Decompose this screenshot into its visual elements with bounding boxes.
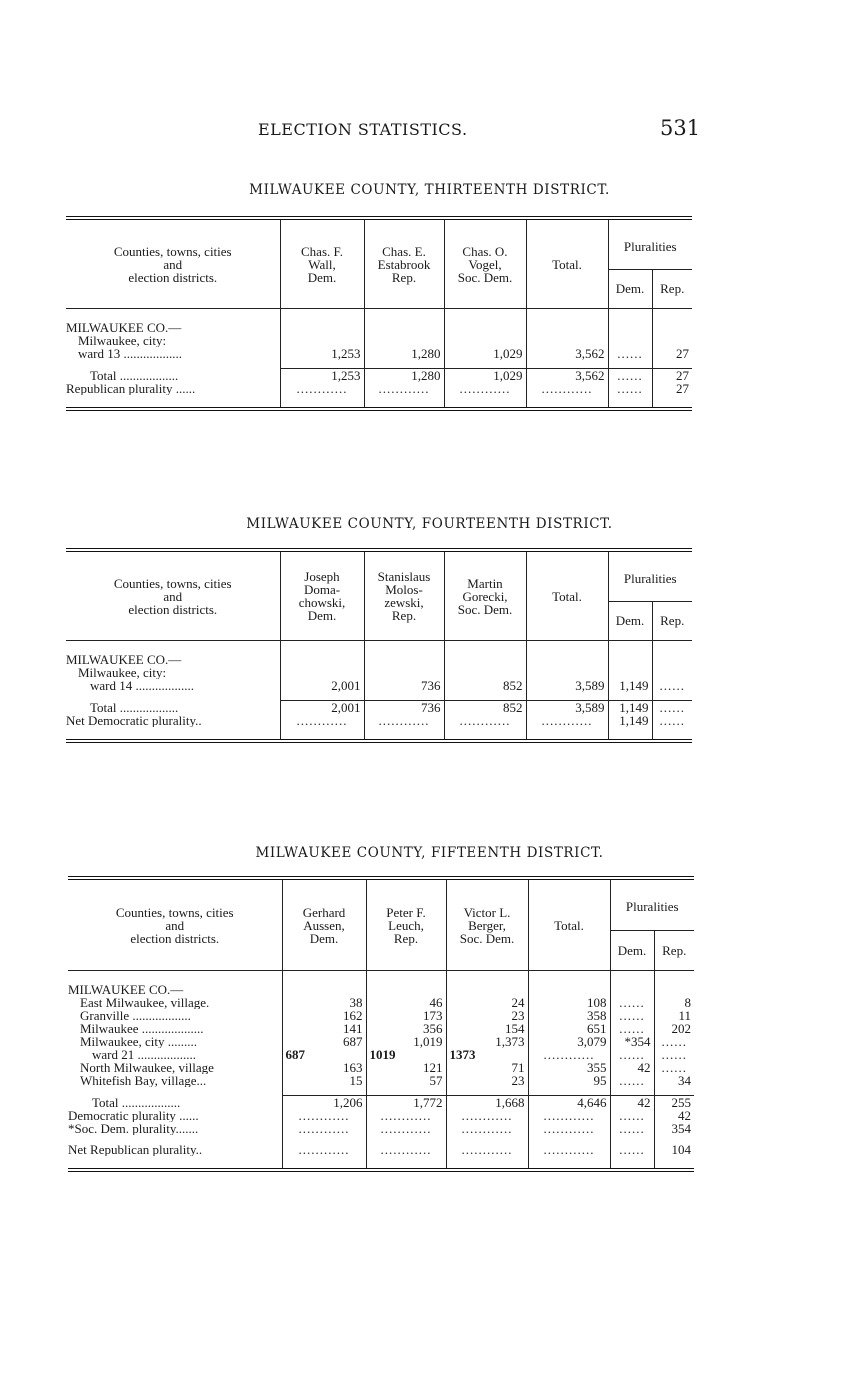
header-districts (66, 218, 280, 309)
header-candidate (364, 218, 444, 309)
header-line: Rep. (393, 930, 419, 946)
table-cell: ............ (282, 1143, 366, 1156)
table-cell: 57 (366, 1074, 446, 1087)
table-cell: ............ (446, 1143, 528, 1156)
header-candidate (280, 550, 364, 641)
table-cell: 355 (528, 1061, 610, 1074)
table-row (68, 1074, 694, 1087)
table-cell: 163 (282, 1061, 366, 1074)
table-cell: 354 (654, 1122, 694, 1135)
table-cell: 95 (528, 1074, 610, 1087)
header-line: Chas. O. (462, 243, 508, 259)
table-row (66, 714, 692, 727)
table-cell (280, 321, 364, 334)
table-cell: ...... (608, 369, 652, 383)
row-label: Net Republican plurality.. (68, 1143, 203, 1156)
table-cell: ............ (282, 1122, 366, 1135)
table-cell: 4,646 (528, 1096, 610, 1110)
row-label: ward 14 .................. (90, 679, 194, 692)
table-row (66, 653, 692, 666)
header-candidate (364, 550, 444, 641)
row-label: MILWAUKEE CO.— (66, 321, 182, 334)
table-cell: 1,149 (608, 714, 652, 727)
total-row (66, 701, 692, 715)
total-row (66, 369, 692, 383)
table-cell: ...... (610, 1109, 654, 1122)
table-cell: ...... (610, 1022, 654, 1035)
table-cell: ............ (444, 382, 526, 395)
table-cell: 141 (282, 1022, 366, 1035)
row-label: Whitefish Bay, village... (80, 1074, 207, 1087)
table-cell: ...... (652, 679, 692, 692)
ward-value: 687 (285, 1047, 305, 1062)
row-label: Milwaukee, city: (78, 334, 167, 347)
table-cell: ............ (282, 1109, 366, 1122)
election-table-15 (68, 876, 694, 1172)
table-cell: ...... (652, 714, 692, 727)
table-cell: 852 (444, 701, 526, 715)
table-cell: 852 (444, 679, 526, 692)
table-cell: 1,668 (446, 1096, 528, 1110)
table-cell: 154 (446, 1022, 528, 1035)
table-cell: 3,562 (526, 369, 608, 383)
table-cell: ............ (280, 382, 364, 395)
row-label: Milwaukee ................... (80, 1022, 204, 1035)
header-candidate (366, 878, 446, 971)
row-label: Milwaukee, city ......... (80, 1035, 197, 1048)
table-cell: 27 (652, 382, 692, 395)
table-cell: 104 (654, 1143, 694, 1156)
row-label: North Milwaukee, village (80, 1061, 214, 1074)
table-cell: 1,019 (366, 1035, 446, 1048)
total-row (68, 1096, 694, 1110)
table-cell: ...... (654, 1061, 694, 1074)
table-cell: 38 (282, 996, 366, 1009)
header-rep: Rep. (652, 601, 692, 640)
table-cell: *354 (610, 1035, 654, 1048)
row-label: Granville .................. (80, 1009, 191, 1022)
table-cell: ............ (446, 1122, 528, 1135)
table-cell: 1,206 (282, 1096, 366, 1110)
table-cell: 1,772 (366, 1096, 446, 1110)
table-cell: 71 (446, 1061, 528, 1074)
table-cell (608, 321, 652, 334)
table-cell: 42 (610, 1096, 654, 1110)
header-dem: Dem. (608, 269, 652, 308)
header-candidate (282, 878, 366, 971)
table-cell: 27 (652, 347, 692, 360)
header-districts (68, 878, 282, 971)
header-dem: Dem. (608, 601, 652, 640)
table-cell: 736 (364, 679, 444, 692)
header-line: Estabrook (377, 256, 431, 272)
header-line: Victor L. (463, 904, 511, 920)
table-cell: 23 (446, 1009, 528, 1022)
header-line: Chas. E. (382, 243, 426, 259)
header-total: Total. (528, 878, 610, 971)
table-cell (608, 653, 652, 666)
header-line: Molos- (385, 582, 423, 597)
table-row (66, 382, 692, 395)
row-label: ward 13 .................. (78, 347, 182, 360)
header-line: Soc. Dem. (457, 269, 513, 285)
table-cell: ...... (610, 1122, 654, 1135)
election-table-13 (66, 216, 692, 411)
row-label: Milwaukee, city: (78, 666, 167, 679)
row-label: Total .................. (92, 1095, 181, 1109)
table-cell (652, 321, 692, 334)
header-rep: Rep. (652, 269, 692, 308)
table-cell: ............ (280, 714, 364, 727)
header-rep: Rep. (654, 930, 694, 970)
header-line: Gerhard (302, 904, 346, 920)
table-cell: ............ (446, 1109, 528, 1122)
table-cell: ...... (608, 347, 652, 360)
header-line: Rep. (391, 608, 417, 623)
header-line: Gorecki, (462, 588, 508, 604)
header-candidate (444, 550, 526, 641)
table-cell: ...... (610, 996, 654, 1009)
header-total: Total. (526, 218, 608, 309)
table-cell: 46 (366, 996, 446, 1009)
header-line: election districts. (128, 269, 218, 285)
table-cell: 2,001 (280, 701, 364, 715)
table-cell: ............ (366, 1109, 446, 1122)
header-line: Stanislaus (377, 569, 431, 584)
table-cell: 2,001 (280, 679, 364, 692)
table-row (68, 1122, 694, 1135)
page-title: ELECTION STATISTICS. (258, 120, 468, 139)
header-line: Dem. (307, 269, 337, 285)
section-title-14: MILWAUKEE COUNTY, FOURTEENTH DISTRICT. (246, 516, 613, 532)
table-row (66, 321, 692, 334)
table-cell: 202 (654, 1022, 694, 1035)
table-cell: 1,280 (364, 369, 444, 383)
table-cell: ............ (526, 714, 608, 727)
table-cell: 23 (446, 1074, 528, 1087)
table-cell: ............ (364, 382, 444, 395)
header-line: Dem. (307, 608, 337, 623)
header-line: election districts. (128, 601, 218, 617)
header-pluralities: Pluralities (608, 550, 692, 601)
table-cell (364, 653, 444, 666)
section-title-13: MILWAUKEE COUNTY, THIRTEENTH DISTRICT. (249, 182, 610, 198)
header-line: and (163, 588, 183, 604)
table-cell: 42 (654, 1109, 694, 1122)
table-cell (280, 653, 364, 666)
header-dem: Dem. (610, 930, 654, 970)
row-label: ward 21 .................. (92, 1048, 196, 1061)
table-cell: 1,253 (280, 347, 364, 360)
table-cell: ............ (526, 382, 608, 395)
row-label: *Soc. Dem. plurality....... (68, 1122, 199, 1135)
table-cell: 736 (364, 701, 444, 715)
table-cell: ...... (654, 1035, 694, 1048)
row-label: Democratic plurality ...... (68, 1109, 199, 1122)
table-cell: 15 (282, 1074, 366, 1087)
header-line: Joseph (304, 569, 340, 584)
header-candidate (444, 218, 526, 309)
row-label: MILWAUKEE CO.— (68, 983, 184, 996)
header-line: Rep. (391, 269, 417, 285)
table-cell (652, 653, 692, 666)
header-line: Dem. (309, 930, 339, 946)
table-cell: 1,253 (280, 369, 364, 383)
table-cell (444, 653, 526, 666)
header-line: Peter F. (386, 904, 426, 920)
row-label: Total .................. (90, 368, 179, 382)
header-line: Aussen, (303, 917, 345, 933)
header-line: Counties, towns, cities (113, 575, 232, 591)
table-cell: 11 (654, 1009, 694, 1022)
table-cell: 108 (528, 996, 610, 1009)
table-cell: ............ (528, 1122, 610, 1135)
table-cell: 1,373 (446, 1035, 528, 1048)
table-cell: ............ (528, 1109, 610, 1122)
table-cell: 3,589 (526, 679, 608, 692)
header-line: Soc. Dem. (457, 601, 513, 617)
table-cell: ...... (610, 1048, 654, 1061)
header-pluralities: Pluralities (610, 878, 694, 930)
table-cell: ...... (654, 1048, 694, 1061)
header-pluralities: Pluralities (608, 218, 692, 269)
table-cell: ...... (610, 1074, 654, 1087)
table-cell: ............ (528, 1048, 610, 1061)
table-cell: 121 (366, 1061, 446, 1074)
row-label: East Milwaukee, village. (80, 996, 210, 1009)
table-cell: ............ (366, 1143, 446, 1156)
header-line: zewski, (384, 595, 424, 610)
table-cell: 3,079 (528, 1035, 610, 1048)
table-cell: 687 (282, 1035, 366, 1048)
row-label: Republican plurality ...... (66, 382, 196, 395)
table-cell (526, 321, 608, 334)
header-districts (66, 550, 280, 641)
table-cell: 27 (652, 369, 692, 383)
header-line: Soc. Dem. (459, 930, 515, 946)
table-cell: 42 (610, 1061, 654, 1074)
table-cell: ............ (528, 1143, 610, 1156)
table-cell: ............ (364, 714, 444, 727)
table-cell: 1,280 (364, 347, 444, 360)
table-cell: 173 (366, 1009, 446, 1022)
header-line: Chas. F. (301, 243, 343, 259)
table-cell: ...... (610, 1143, 654, 1156)
table-row (68, 1143, 694, 1156)
header-line: Martin (467, 575, 503, 591)
row-label: MILWAUKEE CO.— (66, 653, 182, 666)
table-cell: 1,029 (444, 369, 526, 383)
table-cell (526, 653, 608, 666)
table-cell: 3,589 (526, 701, 608, 715)
table-cell: 651 (528, 1022, 610, 1035)
page-number: 531 (660, 116, 701, 140)
header-line: chowski, (298, 595, 346, 610)
header-line: Counties, towns, cities (115, 904, 234, 920)
header-line: election districts. (130, 930, 220, 946)
header-line: Berger, (468, 917, 506, 933)
table-cell: 1,029 (444, 347, 526, 360)
header-line: Doma- (303, 582, 341, 597)
table-cell: 34 (654, 1074, 694, 1087)
table-cell: 358 (528, 1009, 610, 1022)
table-cell: 356 (366, 1022, 446, 1035)
table-cell: 162 (282, 1009, 366, 1022)
header-total: Total. (526, 550, 608, 641)
election-table-14 (66, 548, 692, 743)
table-cell: ...... (608, 382, 652, 395)
ward-value: 1019 (369, 1047, 396, 1062)
header-candidate (446, 878, 528, 971)
header-row (66, 550, 692, 601)
header-line: Counties, towns, cities (113, 243, 232, 259)
header-line: Vogel, (468, 256, 502, 272)
table-cell: ...... (652, 701, 692, 715)
table-row (66, 347, 692, 360)
table-cell: 1,149 (608, 679, 652, 692)
table-cell: ...... (610, 1009, 654, 1022)
row-label: Net Democratic plurality.. (66, 714, 202, 727)
header-line: and (165, 917, 185, 933)
page-header (0, 116, 859, 146)
header-line: Wall, (308, 256, 336, 272)
header-row (68, 878, 694, 930)
header-line: and (163, 256, 183, 272)
table-cell: 8 (654, 996, 694, 1009)
section-title-15: MILWAUKEE COUNTY, FIFTEENTH DISTRICT. (255, 845, 604, 861)
header-row (66, 218, 692, 269)
row-label: Total .................. (90, 700, 179, 714)
ward-value: 1373 (449, 1047, 476, 1062)
table-cell: 24 (446, 996, 528, 1009)
table-cell: 3,562 (526, 347, 608, 360)
header-line: Leuch, (388, 917, 424, 933)
table-cell (364, 321, 444, 334)
table-cell: 1,149 (608, 701, 652, 715)
table-cell: ............ (366, 1122, 446, 1135)
table-row (66, 679, 692, 692)
table-cell (444, 321, 526, 334)
header-candidate (280, 218, 364, 309)
table-cell: 255 (654, 1096, 694, 1110)
table-cell: ............ (444, 714, 526, 727)
